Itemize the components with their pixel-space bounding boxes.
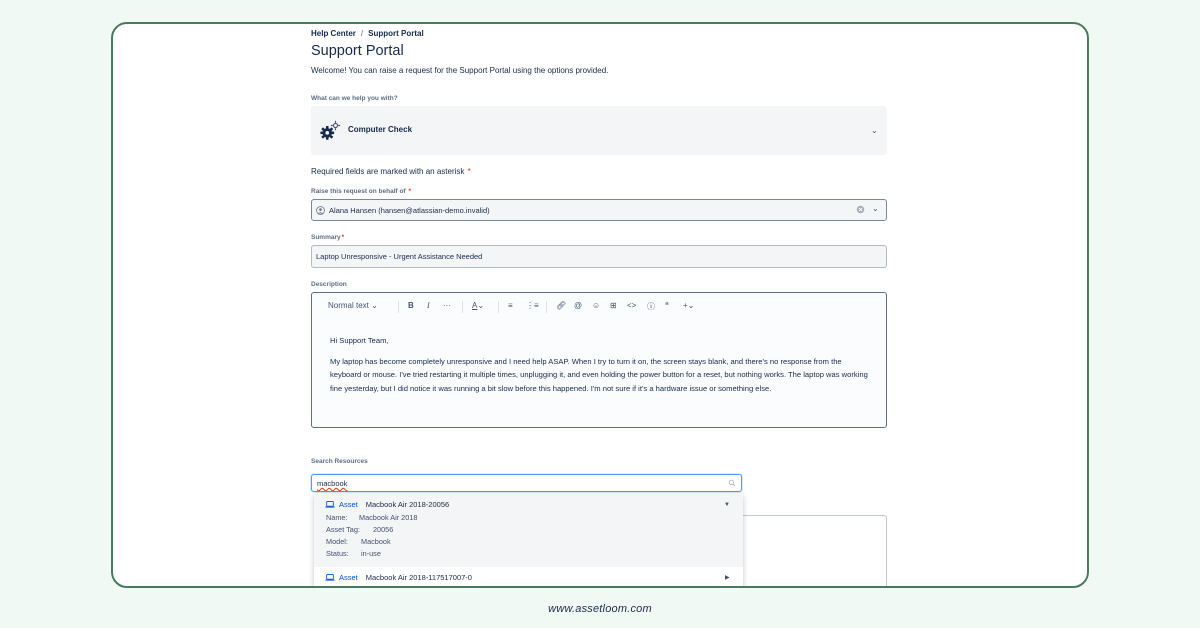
emoji-icon[interactable]: ☺ (592, 301, 601, 310)
info-icon[interactable]: ⓘ (647, 302, 655, 311)
editor-toolbar (312, 297, 886, 317)
request-type-select[interactable] (311, 106, 887, 155)
chevron-down-icon[interactable]: ⌄ (872, 204, 879, 213)
required-asterisk: * (467, 167, 471, 176)
search-query: macbook (317, 479, 348, 488)
description-text[interactable] (330, 334, 870, 403)
search-resources-label: Search Resources (311, 458, 368, 465)
detail-value: 20056 (373, 525, 394, 534)
description-editor[interactable] (311, 292, 887, 428)
breadcrumb-separator: / (360, 29, 364, 38)
detail-key: Status: (326, 549, 349, 558)
result-kind: Asset (339, 573, 358, 582)
toolbar-divider (546, 301, 547, 313)
italic-icon[interactable]: I (427, 301, 430, 310)
bold-icon[interactable]: B (408, 301, 414, 310)
breadcrumb-help-center[interactable]: Help Center (311, 29, 356, 38)
text-style-dropdown[interactable]: Normal text ⌄ (328, 301, 378, 310)
detail-key: Name: (326, 513, 348, 522)
result-detail-name (326, 513, 417, 522)
search-icon (728, 479, 736, 487)
expand-caret-icon[interactable]: ▶ (725, 575, 730, 581)
text-color-icon[interactable]: A⌄ (472, 301, 485, 310)
gear-icon (319, 120, 341, 142)
welcome-text: Welcome! You can raise a request for the Support Portal using the options provided. (311, 66, 609, 75)
summary-label-text: Summary (311, 234, 341, 241)
search-result-item[interactable] (314, 567, 743, 588)
on-behalf-label (311, 188, 411, 195)
required-asterisk: * (408, 188, 411, 195)
toolbar-divider (498, 301, 499, 313)
result-detail-asset-tag (326, 525, 393, 534)
result-detail-model (326, 537, 391, 546)
result-header (325, 500, 449, 509)
description-paragraph: Hi Support Team, (330, 336, 389, 345)
search-result-item[interactable] (314, 493, 743, 567)
detail-value: in-use (361, 549, 381, 558)
required-note-text: Required fields are marked with an asterisk (311, 167, 465, 176)
result-header (325, 573, 472, 582)
on-behalf-value: Alana Hansen (hansen@atlassian-demo.invalid) (329, 206, 490, 215)
detail-key: Model: (326, 537, 348, 546)
more-formatting-icon[interactable]: ··· (443, 301, 451, 310)
page-title: Support Portal (311, 43, 404, 59)
laptop-icon (325, 574, 335, 581)
link-icon[interactable]: 🔗︎ (556, 301, 567, 310)
clear-icon[interactable] (856, 205, 865, 214)
collapse-caret-icon[interactable]: ▼ (724, 502, 730, 508)
toolbar-divider (398, 301, 399, 313)
request-type-label: What can we help you with? (311, 95, 398, 102)
chevron-down-icon: ⌄ (871, 126, 878, 135)
table-icon[interactable]: ⊞ (610, 301, 617, 310)
quote-icon[interactable]: “ (665, 301, 669, 310)
laptop-icon (325, 501, 335, 508)
code-icon[interactable]: <> (627, 301, 637, 310)
summary-label (311, 234, 344, 241)
breadcrumb-support-portal[interactable]: Support Portal (368, 29, 424, 38)
detail-key: Asset Tag: (326, 525, 360, 534)
footer-url: www.assetloom.com (548, 603, 652, 615)
toolbar-divider (462, 301, 463, 313)
insert-plus-icon[interactable]: +⌄ (683, 301, 695, 310)
result-name: Macbook Air 2018-20056 (365, 500, 450, 509)
breadcrumb (311, 29, 424, 38)
required-asterisk: * (341, 234, 345, 241)
request-type-value: Computer Check (348, 125, 413, 134)
text-style-value: Normal text (328, 301, 369, 310)
search-input[interactable] (311, 474, 742, 492)
description-paragraph: My laptop has become completely unresponsive and I need help ASAP. When I try to turn it on, the screen stays blank, and there's no response from the keyboard or mouse. I've tried restarting it multiple times, unplugging it, and even holding the power button for a reset, but nothing works. The laptop was working fine yesterday, but I did notice it was running a bit slow before this happened. I'm not sure if it's a hardware issue or something else. (330, 356, 868, 394)
bullet-list-icon[interactable]: ≡ (508, 301, 513, 310)
mention-icon[interactable]: @ (574, 301, 583, 310)
detail-value: Macbook Air 2018 (359, 513, 418, 522)
search-results-dropdown (314, 493, 743, 588)
summary-value: Laptop Unresponsive - Urgent Assistance Needed (316, 252, 483, 261)
on-behalf-select[interactable] (311, 199, 887, 221)
numbered-list-icon[interactable]: ⋮≡ (526, 301, 539, 310)
summary-input[interactable] (311, 245, 887, 268)
result-detail-status (326, 549, 381, 558)
description-label: Description (311, 281, 347, 288)
result-name: Macbook Air 2018-117517007-0 (365, 573, 472, 582)
user-avatar-icon (316, 206, 325, 215)
portal-window (111, 22, 1089, 588)
required-fields-note (311, 167, 471, 176)
result-kind: Asset (339, 500, 358, 509)
detail-value: Macbook (361, 537, 391, 546)
on-behalf-label-text: Raise this request on behalf of (311, 188, 406, 195)
